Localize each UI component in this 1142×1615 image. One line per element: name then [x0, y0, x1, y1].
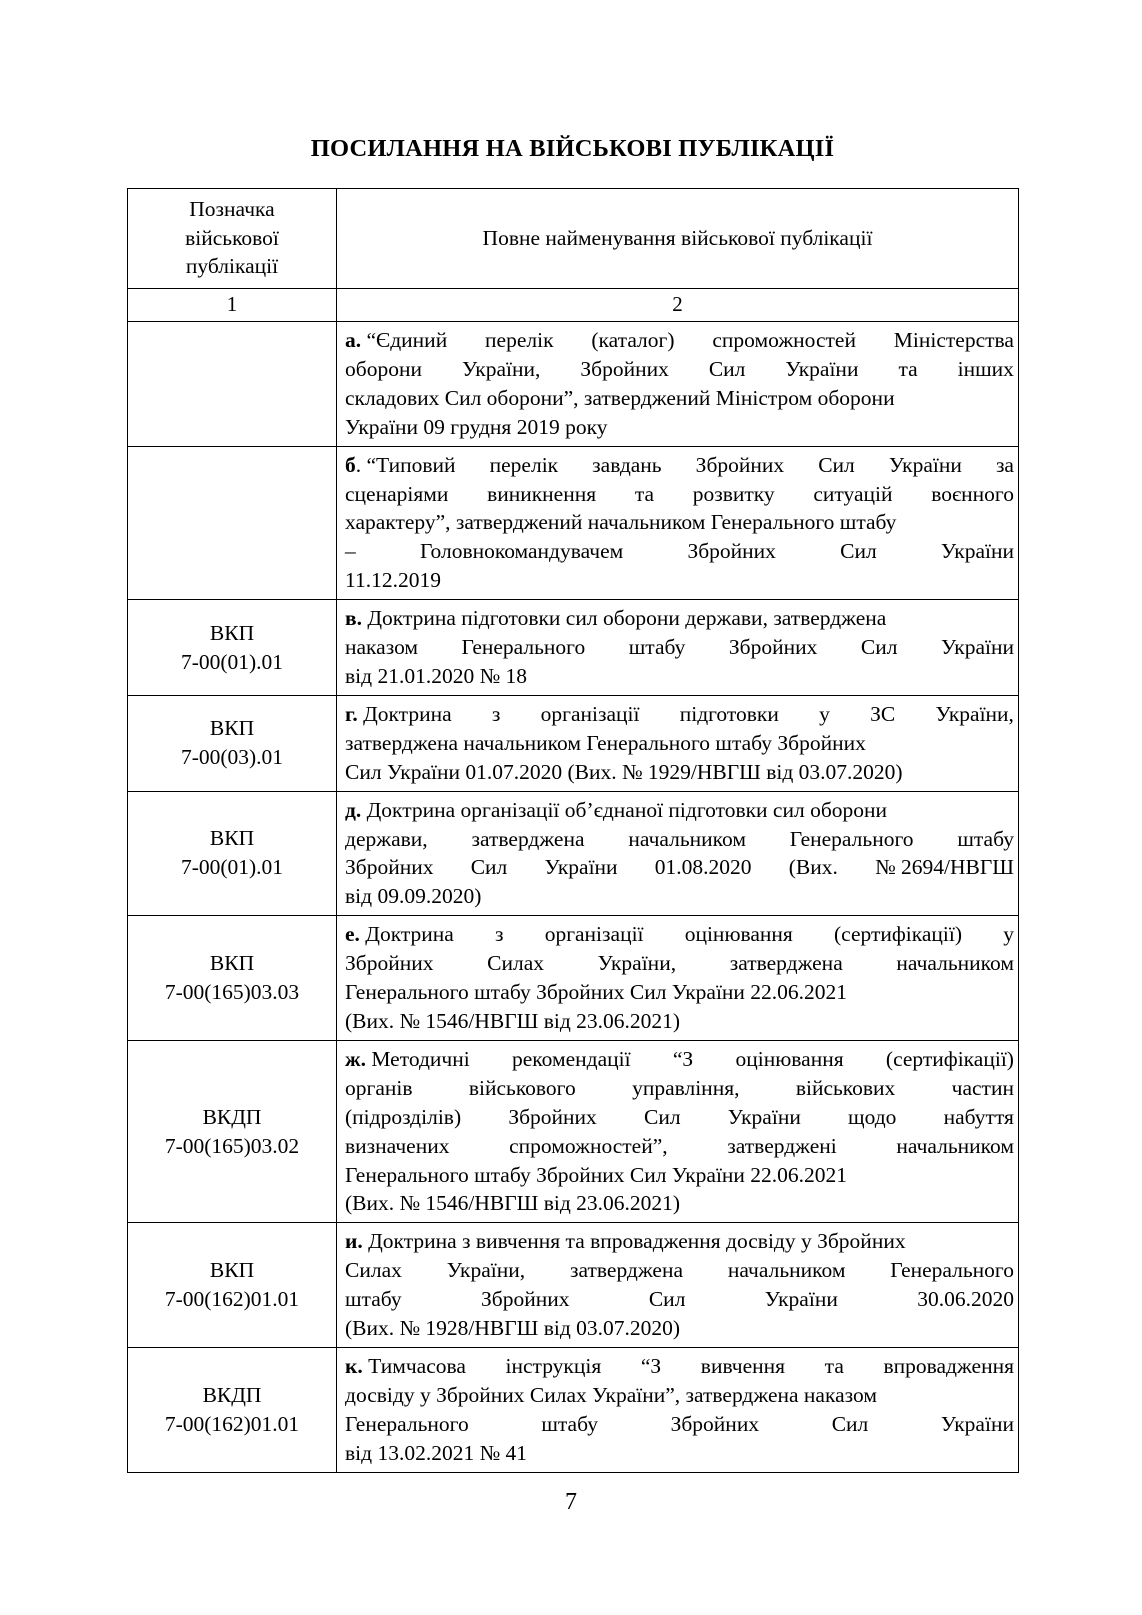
column-number-1: 1: [128, 288, 337, 321]
code-line-1: ВКП: [209, 620, 255, 645]
code-line-1: ВКП: [209, 826, 255, 851]
header-code-line-3: публікації: [185, 254, 279, 279]
code-line-2: 7-00(01).01: [180, 649, 284, 674]
desc-line: 11.12.2019: [345, 568, 441, 593]
table-body: [128, 189, 1019, 1473]
item-marker: г.: [345, 701, 358, 726]
desc-line: д. Доктрина організації об’єднаної підготовки сил оборони: [345, 797, 888, 822]
publication-description-cell: [337, 695, 1019, 791]
page-number: 7: [565, 1489, 577, 1515]
desc-line: (Вих. № 1546/НВГШ від 23.06.2021): [345, 1191, 681, 1216]
desc-line: б. “Типовий перелік завдань Збройних Сил України за: [345, 452, 1014, 477]
code-line-2: 7-00(165)03.02: [164, 1133, 300, 1158]
header-cell-name: Повне найменування військової публікації: [337, 189, 1019, 289]
publication-description-cell: [337, 322, 1019, 447]
desc-line: – Головнокомандувачем Збройних Сил України: [345, 539, 1014, 564]
desc-line: держави, затверджена начальником Генерального штабу: [345, 826, 1014, 851]
publication-description-cell: [337, 600, 1019, 696]
column-number-2: 2: [337, 288, 1019, 321]
publication-code-cell: [128, 1040, 337, 1222]
desc-line: и. Доктрина з вивчення та впровадження досвіду у Збройних: [345, 1229, 906, 1254]
table-header-row: [128, 189, 1019, 289]
header-cell-code: [128, 189, 337, 289]
desc-line: органів військового управління, військових частин: [345, 1075, 1014, 1100]
desc-line: Сил України 01.07.2020 (Вих. № 1929/НВГШ від 03.07.2020): [345, 759, 903, 784]
item-marker: б: [345, 452, 356, 477]
desc-line: Збройних Сил України 01.08.2020 (Вих. № 2694/НВГШ: [345, 855, 1014, 880]
publication-code-cell: [128, 695, 337, 791]
table-row: [128, 1223, 1019, 1348]
desc-line: ж. Методичні рекомендації “З оцінювання (сертифікації): [345, 1046, 1014, 1071]
table-row: [128, 1040, 1019, 1222]
table-row: [128, 600, 1019, 696]
desc-line: Генерального штабу Збройних Сил України 22.06.2021: [345, 980, 848, 1005]
code-line-1: ВКП: [209, 1258, 255, 1283]
publication-code-cell: [128, 1223, 337, 1348]
code-line-2: 7-00(03).01: [180, 745, 284, 770]
desc-line: е. Доктрина з організації оцінювання (сертифікації) у: [345, 922, 1014, 947]
publication-description-cell: [337, 1347, 1019, 1472]
desc-line: (Вих. № 1928/НВГШ від 03.07.2020): [345, 1316, 681, 1341]
desc-line: (підрозділів) Збройних Сил України щодо набуття: [345, 1104, 1014, 1129]
desc-line: України 09 грудня 2019 року: [345, 414, 608, 439]
desc-line: к. Тимчасова інструкція “З вивчення та впровадження: [345, 1353, 1014, 1378]
publication-description-cell: [337, 791, 1019, 916]
code-line-1: ВКДП: [202, 1104, 262, 1129]
table-row: [128, 1347, 1019, 1472]
military-publications-table: [127, 188, 1019, 1473]
code-line-1: ВКДП: [202, 1382, 262, 1407]
desc-line: наказом Генерального штабу Збройних Сил України: [345, 635, 1014, 660]
page-title: ПОСИЛАННЯ НА ВІЙСЬКОВІ ПУБЛІКАЦІЇ: [310, 135, 835, 162]
table-row: [128, 322, 1019, 447]
desc-line: штабу Збройних Сил України 30.06.2020: [345, 1287, 1014, 1312]
item-marker: в.: [345, 606, 362, 631]
desc-line: в. Доктрина підготовки сил оборони держави, затверджена: [345, 606, 887, 631]
desc-line: Генерального штабу Збройних Сил України: [345, 1411, 1014, 1436]
item-marker: а.: [345, 328, 362, 353]
desc-line: затверджена начальником Генерального штабу Збройних: [345, 730, 866, 755]
item-marker: ж.: [345, 1046, 366, 1071]
desc-line: досвіду у Збройних Силах України”, затверджена наказом: [345, 1382, 877, 1407]
publication-code-cell: [128, 322, 337, 447]
table-row: [128, 916, 1019, 1041]
item-marker: д.: [345, 797, 362, 822]
item-marker: к.: [345, 1353, 363, 1378]
item-marker: е.: [345, 922, 360, 947]
publication-description-cell: [337, 916, 1019, 1041]
desc-line: визначених спроможностей”, затверджені начальником: [345, 1133, 1014, 1158]
code-line-2: 7-00(165)03.03: [164, 980, 300, 1005]
desc-line: а. “Єдиний перелік (каталог) спроможностей Міністерства: [345, 328, 1014, 353]
desc-line: від 21.01.2020 № 18: [345, 664, 527, 688]
publication-description-cell: [337, 446, 1019, 600]
desc-line: Силах України, затверджена начальником Генерального: [345, 1258, 1014, 1283]
desc-line: від 13.02.2021 № 41: [345, 1440, 527, 1465]
desc-line: Генерального штабу Збройних Сил України 22.06.2021: [345, 1162, 848, 1187]
desc-line: оборони України, Збройних Сил України та інших: [345, 356, 1014, 381]
publication-code-cell: [128, 791, 337, 916]
desc-line: складових Сил оборони”, затверджений Міністром оборони: [345, 385, 895, 410]
desc-line: г. Доктрина з організації підготовки у ЗС України,: [345, 701, 1014, 726]
item-marker: и.: [345, 1229, 363, 1254]
publication-code-cell: [128, 1347, 337, 1472]
table-column-number-row: [128, 288, 1019, 321]
header-code-line-1: Позначка: [189, 197, 275, 221]
code-line-2: 7-00(162)01.01: [164, 1287, 300, 1312]
header-code-line-2: військової: [185, 225, 279, 250]
code-line-2: 7-00(162)01.01: [164, 1411, 300, 1436]
publication-code-cell: [128, 600, 337, 696]
desc-line: (Вих. № 1546/НВГШ від 23.06.2021): [345, 1008, 681, 1033]
desc-line: від 09.09.2020): [345, 884, 482, 909]
publication-code-cell: [128, 916, 337, 1041]
code-line-2: 7-00(01).01: [180, 855, 284, 880]
desc-line: сценаріями виникнення та розвитку ситуацій воєнного: [345, 481, 1014, 506]
publication-description-cell: [337, 1040, 1019, 1222]
desc-line: характеру”, затверджений начальником Генерального штабу: [345, 510, 897, 535]
desc-line: Збройних Силах України, затверджена начальником: [345, 951, 1014, 976]
code-line-1: ВКП: [209, 951, 255, 976]
publication-code-cell: [128, 446, 337, 600]
table-row: [128, 446, 1019, 600]
publication-description-cell: [337, 1223, 1019, 1348]
table-row: [128, 695, 1019, 791]
table-row: [128, 791, 1019, 916]
code-line-1: ВКП: [209, 716, 255, 741]
